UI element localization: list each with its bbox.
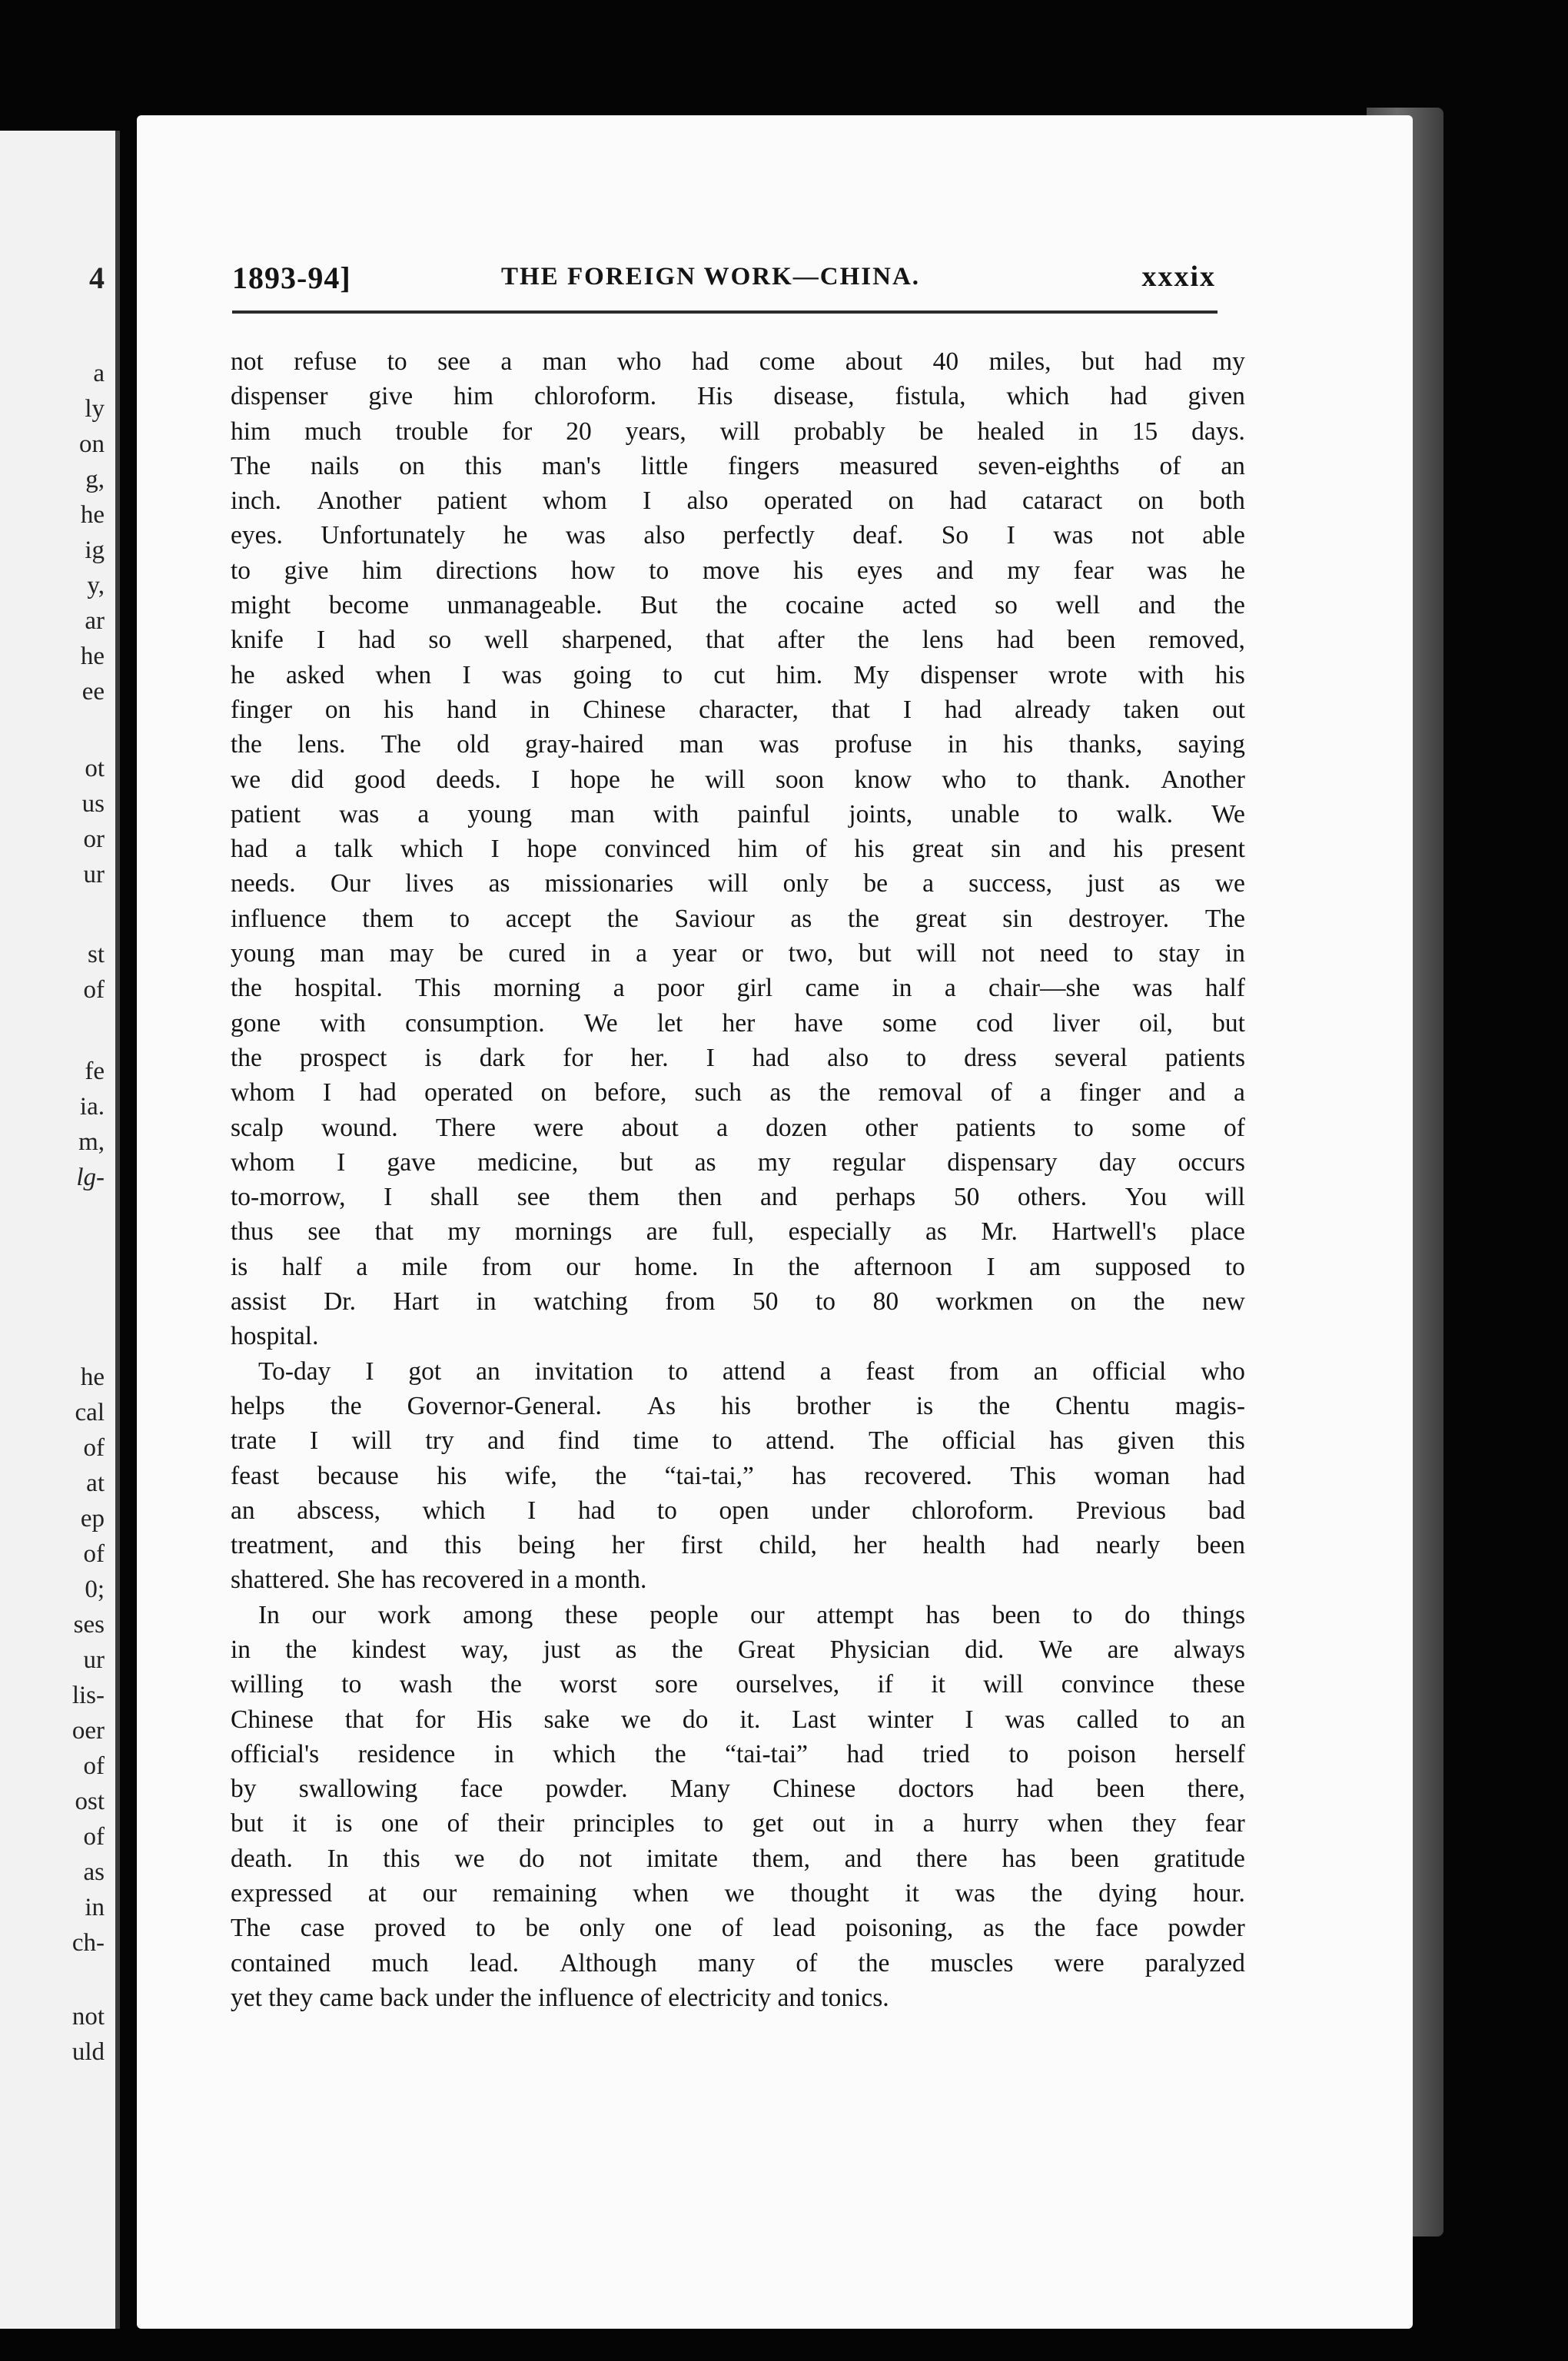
body-line: In our work among these people our attempt has been to do things: [258, 1600, 1245, 1629]
previous-page-fragment: ee: [81, 678, 105, 706]
body-line: contained much lead. Although many of the muscles were paralyzed: [231, 1948, 1245, 1977]
body-line: treatment, and this being her first child, her health had nearly been: [231, 1531, 1245, 1560]
previous-page-fragment: he: [80, 1363, 105, 1391]
body-line: inch. Another patient whom I also operated on had cataract on both: [231, 486, 1245, 516]
previous-page-fragment: oer: [71, 1717, 105, 1745]
body-line: had a talk which I hope convinced him of his great sin and his present: [231, 835, 1245, 864]
page-number: xxxix: [1141, 261, 1216, 293]
body-line: he asked when I was going to cut him. My dispenser wrote with his: [231, 660, 1245, 689]
header-rule: [232, 310, 1218, 314]
previous-page-fragment: st: [87, 941, 105, 968]
body-line: whom I gave medicine, but as my regular dispensary day occurs: [231, 1147, 1245, 1177]
previous-page-fragment: g,: [85, 466, 105, 493]
previous-page-fragment: ia.: [79, 1093, 105, 1121]
previous-page-fragment: cal: [75, 1399, 105, 1426]
body-line: by swallowing face powder. Many Chinese doctors had been there,: [231, 1775, 1245, 1804]
previous-page-fragment: ot: [85, 755, 105, 782]
body-line: trate I will try and find time to attend. The official has given this: [231, 1426, 1245, 1456]
previous-page-fragment: 0;: [85, 1576, 105, 1603]
previous-page-fragment: of: [83, 1434, 105, 1462]
body-line: is half a mile from our home. In the afternoon I am supposed to: [231, 1252, 1245, 1281]
previous-page-fragment: ar: [85, 607, 105, 635]
previous-page-fragment: in: [85, 1894, 105, 1921]
body-line: dispenser give him chloroform. His disease, fistula, which had given: [231, 382, 1245, 411]
body-line: in the kindest way, just as the Great Physician did. We are always: [231, 1635, 1245, 1664]
header-year: 1893-94]: [232, 261, 351, 295]
previous-page-fragment: lg-: [76, 1164, 105, 1191]
body-line: thus see that my mornings are full, especially as Mr. Hartwell's place: [231, 1217, 1245, 1247]
previous-page-fragment: of: [83, 1823, 105, 1851]
previous-page-fragment: a: [93, 360, 105, 387]
previous-page-fragment: m,: [78, 1128, 105, 1156]
body-line: To-day I got an invitation to attend a feast from an official who: [258, 1356, 1245, 1386]
previous-page-fragment: fe: [85, 1058, 105, 1085]
body-line: to give him directions how to move his eyes and my fear was he: [231, 556, 1245, 585]
header-title: THE FOREIGN WORK—CHINA.: [501, 263, 921, 291]
body-line: whom I had operated on before, such as the removal of a finger and a: [231, 1078, 1245, 1107]
previous-page-fragment: not: [71, 2003, 105, 2031]
previous-page-fragment: ur: [83, 861, 105, 888]
previous-page-fragment: as: [83, 1858, 105, 1886]
body-line: knife I had so well sharpened, that after the lens had been removed,: [231, 626, 1245, 655]
body-line: young man may be cured in a year or two, but will not need to stay in: [231, 939, 1245, 968]
body-line: yet they came back under the influence of electricity and tonics.: [231, 1983, 889, 2012]
previous-page-fragment: of: [83, 1540, 105, 1568]
body-line: willing to wash the worst sore ourselves, if it will convince these: [231, 1670, 1245, 1699]
previous-page-fragment: of: [83, 976, 105, 1004]
body-line: Chinese that for His sake we do it. Last winter I was called to an: [231, 1705, 1245, 1734]
previous-page-fragment: at: [86, 1469, 105, 1497]
body-line: helps the Governor-General. As his brother is the Chentu magis-: [231, 1391, 1245, 1420]
previous-page-fragment: 4: [89, 261, 105, 295]
previous-page-fragment: ost: [75, 1788, 105, 1815]
body-line: expressed at our remaining when we thought it was the dying hour.: [231, 1879, 1245, 1908]
body-line: the hospital. This morning a poor girl came in a chair—she was half: [231, 974, 1245, 1003]
previous-page-fragment: us: [81, 790, 105, 818]
body-line: finger on his hand in Chinese character, that I had already taken out: [231, 695, 1245, 724]
body-line: needs. Our lives as missionaries will only be a success, just as we: [231, 869, 1245, 898]
body-line: to-morrow, I shall see them then and perhaps 50 others. You will: [231, 1183, 1245, 1212]
previous-page-fragment: or: [83, 825, 105, 853]
body-line: him much trouble for 20 years, will probably be healed in 15 days.: [231, 417, 1245, 446]
running-header: [232, 254, 1216, 307]
body-line: official's residence in which the “tai-tai” had tried to poison herself: [231, 1739, 1245, 1768]
previous-page-fragment: ur: [83, 1646, 105, 1674]
body-line: might become unmanageable. But the cocaine acted so well and the: [231, 591, 1245, 620]
previous-page-fragment: he: [80, 501, 105, 529]
body-line: assist Dr. Hart in watching from 50 to 80 workmen on the new: [231, 1287, 1245, 1317]
previous-page-fragment: of: [83, 1752, 105, 1780]
body-line: not refuse to see a man who had come about 40 miles, but had my: [231, 347, 1245, 376]
body-line: feast because his wife, the “tai-tai,” has recovered. This woman had: [231, 1461, 1245, 1490]
previous-page-fragment: ch-: [71, 1929, 105, 1957]
body-line: scalp wound. There were about a dozen other patients to some of: [231, 1113, 1245, 1142]
previous-page-fragment: ep: [80, 1505, 105, 1532]
previous-page-fragment: ses: [73, 1611, 105, 1639]
previous-page: [0, 131, 120, 2329]
previous-page-text-edge: [0, 131, 115, 2329]
body-line: eyes. Unfortunately he was also perfectly deaf. So I was not able: [231, 521, 1245, 550]
body-line: we did good deeds. I hope he will soon know who to thank. Another: [231, 765, 1245, 794]
previous-page-fragment: ig: [85, 536, 105, 564]
previous-page-fragment: he: [80, 643, 105, 670]
previous-page-fragment: on: [79, 430, 105, 458]
body-line: The case proved to be only one of lead poisoning, as the face powder: [231, 1914, 1245, 1943]
body-text: [231, 344, 1245, 2015]
body-line: an abscess, which I had to open under chloroform. Previous bad: [231, 1496, 1245, 1525]
previous-page-fragment: lis-: [71, 1682, 105, 1709]
body-line: the prospect is dark for her. I had also to dress several patients: [231, 1043, 1245, 1072]
previous-page-fragment: ly: [85, 395, 105, 423]
previous-page-fragment: uld: [71, 2038, 105, 2066]
body-line: but it is one of their principles to get out in a hurry when they fear: [231, 1809, 1245, 1838]
body-line: The nails on this man's little fingers measured seven-eighths of an: [231, 451, 1245, 480]
body-line: gone with consumption. We let her have some cod liver oil, but: [231, 1008, 1245, 1038]
body-line: hospital.: [231, 1322, 319, 1351]
body-line: shattered. She has recovered in a month.: [231, 1566, 647, 1595]
body-line: patient was a young man with painful joints, unable to walk. We: [231, 799, 1245, 829]
body-line: influence them to accept the Saviour as the great sin destroyer. The: [231, 904, 1245, 933]
body-line: the lens. The old gray-haired man was profuse in his thanks, saying: [231, 730, 1245, 759]
previous-page-fragment: y,: [87, 572, 105, 599]
body-line: death. In this we do not imitate them, and there has been gratitude: [231, 1844, 1245, 1873]
